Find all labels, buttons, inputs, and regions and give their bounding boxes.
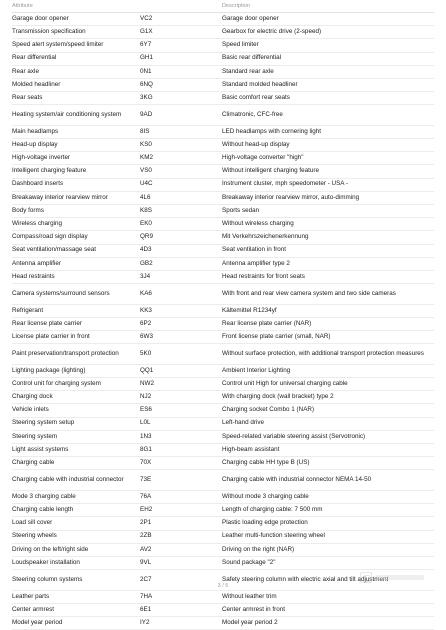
cell-description: Sports sedan [222,206,260,214]
table-row [12,245,434,258]
cell-description: Left-hand drive [222,419,265,427]
table-row [12,126,434,139]
cell-description: Gearbox for electric drive (2-speed) [222,27,322,35]
cell-description: Center armrest in front [222,605,285,613]
cell-attribute: Leather parts [12,592,50,600]
table-row [12,365,434,378]
cell-description: Charging cable HH type B (US) [222,459,310,466]
cell-description: Sound package "2" [222,558,276,566]
table-row [12,205,434,218]
table-row [12,557,434,570]
watermark [360,571,426,584]
cell-code: L0L [140,419,151,427]
cell-attribute: Seat ventilation/massage seat [12,246,97,254]
table-row [12,604,434,617]
cell-attribute: Control unit for charging system [12,379,101,387]
cell-code: KA6 [140,289,152,297]
cell-description: High-voltage converter "high" [222,154,304,162]
cell-attribute: Intelligent charging feature [12,167,87,175]
cell-attribute: Vehicle inlets [12,406,49,414]
cell-description: Mit Verkehrszeichenerkennung [222,233,309,241]
table-row [12,470,434,491]
cell-code: VC2 [140,14,153,22]
cell-description: Plastic loading edge protection [222,519,308,527]
cell-code: 76A [140,492,152,500]
table-row [12,591,434,604]
cell-code: GB2 [140,259,153,267]
header-attribute: Attribute [12,3,33,9]
cell-attribute: Transmission specification [12,27,86,35]
cell-attribute: Mode 3 charging cable [12,492,76,500]
table-row [12,404,434,417]
cell-code: 6Y7 [140,41,152,49]
table-header [12,0,434,13]
cell-attribute: Antenna amplifier [12,259,62,267]
cell-description: Length of charging cable: 7 500 mm [222,505,323,513]
cell-description: Leather multi-function steering wheel [222,532,325,540]
table-row [12,139,434,152]
cell-attribute: Steering system setup [12,419,75,427]
cell-attribute: Paint preservation/transport protection [12,349,119,357]
cell-attribute: Body forms [12,206,44,214]
cell-code: 9VL [140,558,152,566]
cell-description: Rear license plate carrier (NAR) [222,319,312,327]
table-row [12,284,434,305]
table-row [12,66,434,79]
table-row [12,531,434,544]
cell-code: 6W3 [140,332,153,340]
cell-attribute: Light assist systems [12,445,69,453]
cell-attribute: Head-up display [12,140,58,148]
table-row [12,504,434,517]
table-row [12,457,434,470]
cell-attribute: Wireless charging [12,220,63,227]
cell-code: 4D3 [140,246,152,254]
cell-code: 4L6 [140,193,151,201]
cell-description: Driving on the right (NAR) [222,545,295,553]
cell-code: QR9 [140,233,153,241]
page-number: 3 / 5 [217,583,229,589]
table-row [12,491,434,504]
cell-description: Without mode 3 charging cable [222,492,309,500]
table-row [12,39,434,52]
cell-attribute: Load sill cover [12,519,53,527]
table-row [12,165,434,178]
cell-description: Seat ventilation in front [222,246,287,254]
cell-attribute: Main headlamps [12,127,59,135]
table-row [12,271,434,284]
table-row [12,431,434,444]
cell-description: With front and rear view camera system and two side cameras [222,289,396,297]
cell-description: LED headlamps with cornering light [222,127,322,135]
cell-description: Without intelligent charging feature [222,167,319,175]
cell-attribute: Center armrest [12,605,54,613]
cell-attribute: Lighting package (lighting) [12,366,86,374]
table-row [12,218,434,231]
cell-attribute: Speed alert system/speed limiter [12,41,104,49]
cell-attribute: High-voltage inverter [12,154,71,162]
cell-description: Kältemittel R1234yf [222,306,277,314]
watermark-text-bar [376,575,424,580]
cell-attribute: License plate carrier in front [12,332,90,340]
table-row [12,378,434,391]
cell-attribute: Steering system [12,432,58,440]
cell-description: Without head-up display [222,140,290,148]
cell-description: Ambient Interior Lighting [222,366,291,374]
cell-code: 1N3 [140,432,152,440]
cell-description: Climatronic, CFC-free [222,110,283,118]
cell-code: AV2 [140,545,152,553]
cell-code: 0N1 [140,67,152,75]
cell-code: 5K0 [140,349,152,357]
cell-description: Without leather trim [222,592,277,600]
cell-description: Model year period 2 [222,618,278,626]
cell-description: Standard molded headliner [222,80,298,88]
cell-code: EK0 [140,220,152,227]
cell-description: Speed-related variable steering assist (Servotronic) [222,432,366,440]
table-row [12,26,434,39]
cell-description: Control unit High for universal charging cable [222,379,348,387]
table-row [12,517,434,530]
cell-code: KK3 [140,306,152,314]
cell-attribute: Rear seats [12,93,43,101]
cell-description: Charging cable with industrial connector NEMA 14-50 [222,475,372,483]
cell-code: K8S [140,206,152,214]
table-row [12,617,434,630]
cell-attribute: Camera systems/surround sensors [12,289,110,297]
cell-description: Instrument cluster, mph speedometer - USA - [222,180,348,188]
cell-code: EH2 [140,505,153,513]
cell-code: 7HA [140,592,153,600]
cell-code: NJ2 [140,393,152,401]
table-row [12,444,434,457]
cell-attribute: Head restraints [12,272,55,280]
cell-code: NW2 [140,379,154,387]
cell-code: QQ1 [140,366,154,374]
cell-code: KM2 [140,154,153,162]
table-row [12,152,434,165]
table-row [12,53,434,66]
cell-description: Basic rear differential [222,54,282,62]
cell-description: Antenna amplifier type 2 [222,259,290,267]
cell-code: GH1 [140,54,153,62]
cell-description: With charging dock (wall bracket) type 2 [222,393,334,401]
cell-code: G1X [140,27,153,35]
cell-attribute: Rear differential [12,54,57,62]
cell-attribute: Molded headliner [12,80,61,88]
table-row [12,79,434,92]
cell-code: 2P1 [140,519,152,527]
cell-code: VS0 [140,167,152,175]
cell-attribute: Driving on the left/right side [12,545,89,553]
cell-attribute: Heating system/air conditioning system [12,110,122,118]
cell-code: 9AD [140,110,153,118]
cell-code: 2ZB [140,532,152,540]
cell-code: IY2 [140,618,150,626]
cell-attribute: Charging cable with industrial connector [12,475,124,483]
cell-description: Charging socket Combo 1 (NAR) [222,406,315,414]
cell-attribute: Charging cable length [12,505,74,513]
cell-attribute: Refrigerant [12,306,44,314]
cell-description: Without wireless charging [222,220,294,227]
cell-code: ES6 [140,406,152,414]
cell-code: 8IS [140,127,150,135]
cell-code: 3J4 [140,272,151,280]
cell-description: Standard rear axle [222,67,274,75]
cell-attribute: Steering column systems [12,575,83,583]
cell-code: 2C7 [140,575,152,583]
table-body [12,13,434,630]
cell-code: 73E [140,475,152,483]
cell-code: 3KG [140,93,153,101]
cell-attribute: Steering wheels [12,532,57,540]
table-row [12,179,434,192]
cell-description: Safety steering column with electric axial and tilt adjustment [222,575,389,583]
table-row [12,391,434,404]
table-row [12,13,434,26]
cell-attribute: Charging cable [12,459,55,466]
watermark-logo-icon [360,572,372,583]
table-row [12,344,434,365]
table-row [12,318,434,331]
cell-attribute: Breakaway interior rearview mirror [12,193,108,201]
table-row [12,105,434,126]
cell-attribute: Rear axle [12,67,39,75]
cell-description: Head restraints for front seats [222,272,305,280]
cell-code: U4C [140,180,153,188]
cell-description: Garage door opener [222,14,279,22]
cell-description: Front license plate carrier (small, NAR) [222,332,331,340]
cell-description: High-beam assistant [222,445,280,453]
cell-code: 8G1 [140,445,152,453]
cell-code: 6E1 [140,605,152,613]
cell-attribute: Rear license plate carrier [12,319,82,327]
cell-code: KS0 [140,140,152,148]
table-row [12,92,434,105]
table-row [12,305,434,318]
table-row [12,544,434,557]
cell-description: Breakaway interior rearview mirror, auto-dimming [222,193,360,201]
table-row [12,258,434,271]
spec-table [12,0,434,630]
table-row [12,231,434,244]
cell-description: Speed limiter [222,41,259,49]
cell-description: Basic comfort rear seats [222,93,290,101]
cell-code: 6P2 [140,319,152,327]
header-description: Description [222,3,250,9]
cell-code: 70X [140,459,152,466]
cell-attribute: Loudspeaker installation [12,558,80,566]
cell-code: 6NQ [140,80,153,88]
cell-attribute: Dashboard inserts [12,180,64,188]
table-row [12,331,434,344]
cell-description: Without surface protection, with additional transport protection measures [222,349,424,357]
table-row [12,418,434,431]
cell-attribute: Garage door opener [12,14,69,22]
table-row [12,192,434,205]
cell-attribute: Model year period [12,618,63,626]
cell-attribute: Compass/road sign display [12,233,88,241]
cell-attribute: Charging dock [12,393,53,401]
